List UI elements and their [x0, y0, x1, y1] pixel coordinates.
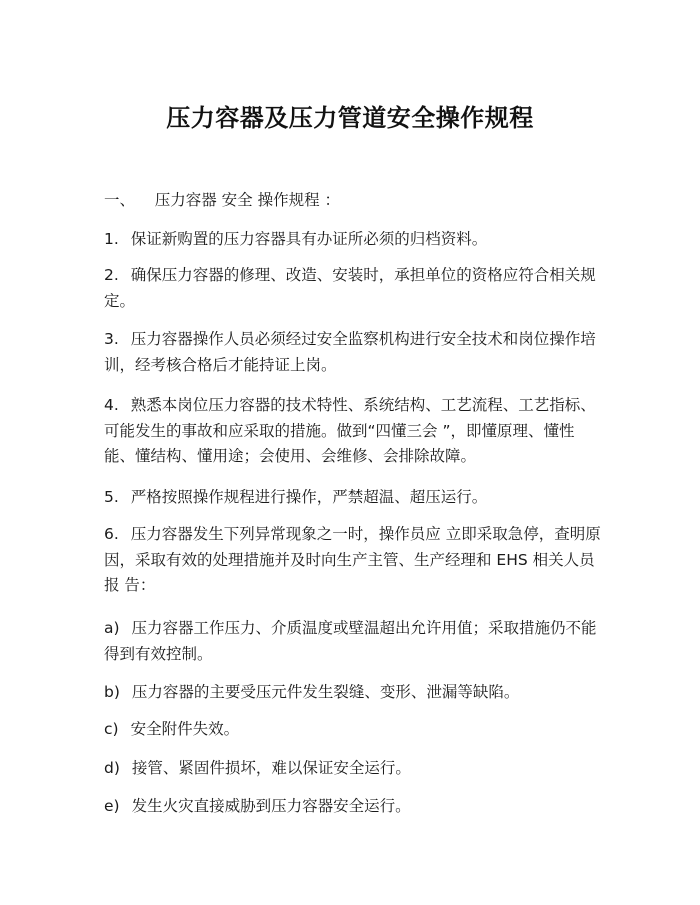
item-text: 熟悉本岗位压力容器的技术特性、系统结构、工艺流程、工艺指标、可能发生的事故和应采取的措施。做到“四懂三会 ”，即懂原理、懂性能、懂结构、懂用途；会使用、会维修、会排除故障。	[104, 396, 596, 465]
item-text: 接管、紧固件损坏，难以保证安全运行。	[131, 759, 411, 777]
item-number: 4.	[104, 396, 119, 414]
item-text: 压力容器发生下列异常现象之一时，操作员应 立即采取急停，查明原因，采取有效的处理措施并及时向生产主管、生产经理和 EHS 相关人员报 告：	[104, 525, 601, 594]
page-title: 压力容器及压力管道安全操作规程	[166, 104, 534, 132]
item-text: 确保压力容器的修理、改造、安装时，承担单位的资格应符合相关规定。	[104, 266, 596, 310]
item-number: 6.	[104, 525, 119, 543]
list-item	[104, 327, 604, 378]
item-text: 压力容器的主要受压元件发生裂缝、变形、泄漏等缺陷。	[131, 683, 520, 701]
item-number: 2.	[104, 266, 119, 284]
sub-list-item	[104, 717, 604, 743]
list-item	[104, 263, 604, 314]
item-number: 3.	[104, 330, 119, 348]
list-item	[104, 227, 604, 253]
item-text: 安全附件失效。	[130, 720, 240, 738]
list-item	[104, 393, 604, 470]
sub-list-item	[104, 616, 604, 667]
item-letter: c)	[104, 720, 119, 738]
sub-list-item	[104, 794, 604, 820]
item-letter: b)	[104, 683, 120, 701]
item-text: 压力容器操作人员必须经过安全监察机构进行安全技术和岗位操作培训，经考核合格后才能持证上岗。	[104, 330, 596, 374]
list-item	[104, 522, 604, 599]
item-number: 5.	[104, 488, 119, 506]
item-letter: e)	[104, 797, 120, 815]
item-text: 压力容器工作压力、介质温度或壁温超出允许用值；采取措施仍不能得到有效控制。	[104, 619, 597, 663]
section-heading: 一、 压力容器 安全 操作规程 ：	[104, 191, 340, 209]
item-text: 发生火灾直接威胁到压力容器安全运行。	[131, 797, 411, 815]
item-text: 严格按照操作规程进行操作，严禁超温、超压运行。	[130, 488, 488, 506]
item-letter: a)	[104, 619, 120, 637]
item-letter: d)	[104, 759, 120, 777]
item-text: 保证新购置的压力容器具有办证所必须的归档资料。	[130, 230, 488, 248]
sub-list-item	[104, 680, 604, 706]
item-number: 1.	[104, 230, 119, 248]
sub-list-item	[104, 756, 604, 782]
list-item	[104, 485, 604, 511]
